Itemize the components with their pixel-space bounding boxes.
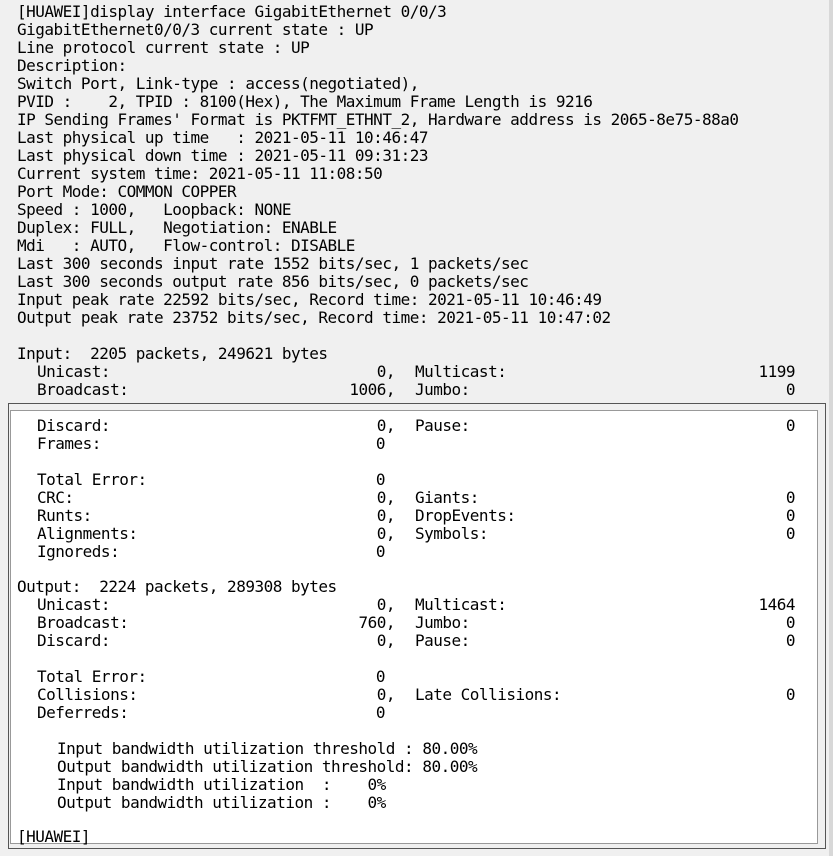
output-peak-line: Output peak rate 23752 bits/sec, Record time: 2021-05-11 10:47:02 bbox=[17, 308, 611, 327]
command-prompt[interactable]: [HUAWEI] bbox=[17, 827, 91, 846]
stat-label: Multicast: bbox=[415, 362, 507, 381]
stat-value: 0, bbox=[376, 631, 395, 650]
input-bw-util: Input bandwidth utilization : 0% bbox=[57, 775, 386, 794]
input-summary: Input: 2205 packets, 249621 bytes bbox=[17, 344, 328, 363]
stat-label: Deferreds: bbox=[37, 703, 129, 722]
stat-value: 0, bbox=[376, 685, 395, 704]
stat-value: 1464 bbox=[758, 595, 795, 614]
stat-label: Frames: bbox=[37, 434, 101, 453]
stat-value: 0 bbox=[785, 488, 795, 507]
stat-value: 0 bbox=[375, 470, 385, 489]
stat-value: 0, bbox=[376, 362, 395, 381]
output-summary: Output: 2224 packets, 289308 bytes bbox=[17, 577, 337, 596]
stat-label: DropEvents: bbox=[415, 506, 516, 525]
stat-value: 1006, bbox=[349, 380, 395, 399]
duplex-line: Duplex: FULL, Negotiation: ENABLE bbox=[17, 218, 337, 237]
stat-label: Ignoreds: bbox=[37, 542, 120, 561]
stat-label: Unicast: bbox=[37, 595, 111, 614]
output-bw-threshold: Output bandwidth utilization threshold: 80.00% bbox=[57, 757, 478, 776]
speed-line: Speed : 1000, Loopback: NONE bbox=[17, 200, 291, 219]
stat-value: 0 bbox=[375, 542, 385, 561]
stat-label: Total Error: bbox=[37, 470, 147, 489]
scrollbar-edge[interactable] bbox=[829, 0, 833, 856]
stat-label: Late Collisions: bbox=[415, 685, 562, 704]
output-rate-line: Last 300 seconds output rate 856 bits/sec, 0 packets/sec bbox=[17, 272, 529, 291]
stat-label: Collisions: bbox=[37, 685, 138, 704]
stat-value: 0 bbox=[375, 667, 385, 686]
stat-label: Unicast: bbox=[37, 362, 111, 381]
output-bw-util: Output bandwidth utilization : 0% bbox=[57, 793, 386, 812]
stat-value: 0 bbox=[785, 524, 795, 543]
stat-value: 0 bbox=[375, 434, 385, 453]
stat-value: 0 bbox=[785, 631, 795, 650]
stat-label: Symbols: bbox=[415, 524, 489, 543]
description-line: Description: bbox=[17, 56, 127, 75]
stat-label: Total Error: bbox=[37, 667, 147, 686]
input-bw-threshold: Input bandwidth utilization threshold : 80.00% bbox=[57, 739, 478, 758]
stat-value: 0 bbox=[785, 685, 795, 704]
pvid-line: PVID : 2, TPID : 8100(Hex), The Maximum Frame Length is 9216 bbox=[17, 92, 593, 111]
stat-value: 0 bbox=[785, 380, 795, 399]
stat-label: Multicast: bbox=[415, 595, 507, 614]
stat-value: 0, bbox=[376, 416, 395, 435]
stat-value: 760, bbox=[358, 613, 395, 632]
stat-label: Broadcast: bbox=[37, 380, 129, 399]
stat-label: Alignments: bbox=[37, 524, 138, 543]
link-type-line: Switch Port, Link-type : access(negotiated), bbox=[17, 74, 419, 93]
protocol-state: Line protocol current state : UP bbox=[17, 38, 310, 57]
stat-value: 0 bbox=[785, 416, 795, 435]
interface-state: GigabitEthernet0/0/3 current state : UP bbox=[17, 20, 374, 39]
stat-label: Jumbo: bbox=[415, 380, 470, 399]
stat-label: Pause: bbox=[415, 416, 470, 435]
mdi-line: Mdi : AUTO, Flow-control: DISABLE bbox=[17, 236, 355, 255]
stat-value: 1199 bbox=[758, 362, 795, 381]
stat-label: Discard: bbox=[37, 416, 111, 435]
stat-label: Discard: bbox=[37, 631, 111, 650]
command-line: [HUAWEI]display interface GigabitEthernet 0/0/3 bbox=[17, 2, 447, 21]
system-time: Current system time: 2021-05-11 11:08:50 bbox=[17, 164, 383, 183]
stat-label: Runts: bbox=[37, 506, 92, 525]
stat-label: Broadcast: bbox=[37, 613, 129, 632]
stat-label: Pause: bbox=[415, 631, 470, 650]
input-peak-line: Input peak rate 22592 bits/sec, Record time: 2021-05-11 10:46:49 bbox=[17, 290, 602, 309]
stat-value: 0, bbox=[376, 488, 395, 507]
stat-label: Jumbo: bbox=[415, 613, 470, 632]
stat-value: 0 bbox=[785, 506, 795, 525]
stat-label: Giants: bbox=[415, 488, 479, 507]
last-up-time: Last physical up time : 2021-05-11 10:46:47 bbox=[17, 128, 428, 147]
port-mode: Port Mode: COMMON COPPER bbox=[17, 182, 237, 201]
stat-value: 0, bbox=[376, 506, 395, 525]
frame-format-line: IP Sending Frames' Format is PKTFMT_ETHNT_2, Hardware address is 2065-8e75-88a0 bbox=[17, 110, 739, 129]
stat-value: 0, bbox=[376, 524, 395, 543]
stat-value: 0, bbox=[376, 595, 395, 614]
stat-value: 0 bbox=[785, 613, 795, 632]
stat-label: CRC: bbox=[37, 488, 74, 507]
last-down-time: Last physical down time : 2021-05-11 09:31:23 bbox=[17, 146, 428, 165]
input-rate-line: Last 300 seconds input rate 1552 bits/sec, 1 packets/sec bbox=[17, 254, 529, 273]
stat-value: 0 bbox=[375, 703, 385, 722]
